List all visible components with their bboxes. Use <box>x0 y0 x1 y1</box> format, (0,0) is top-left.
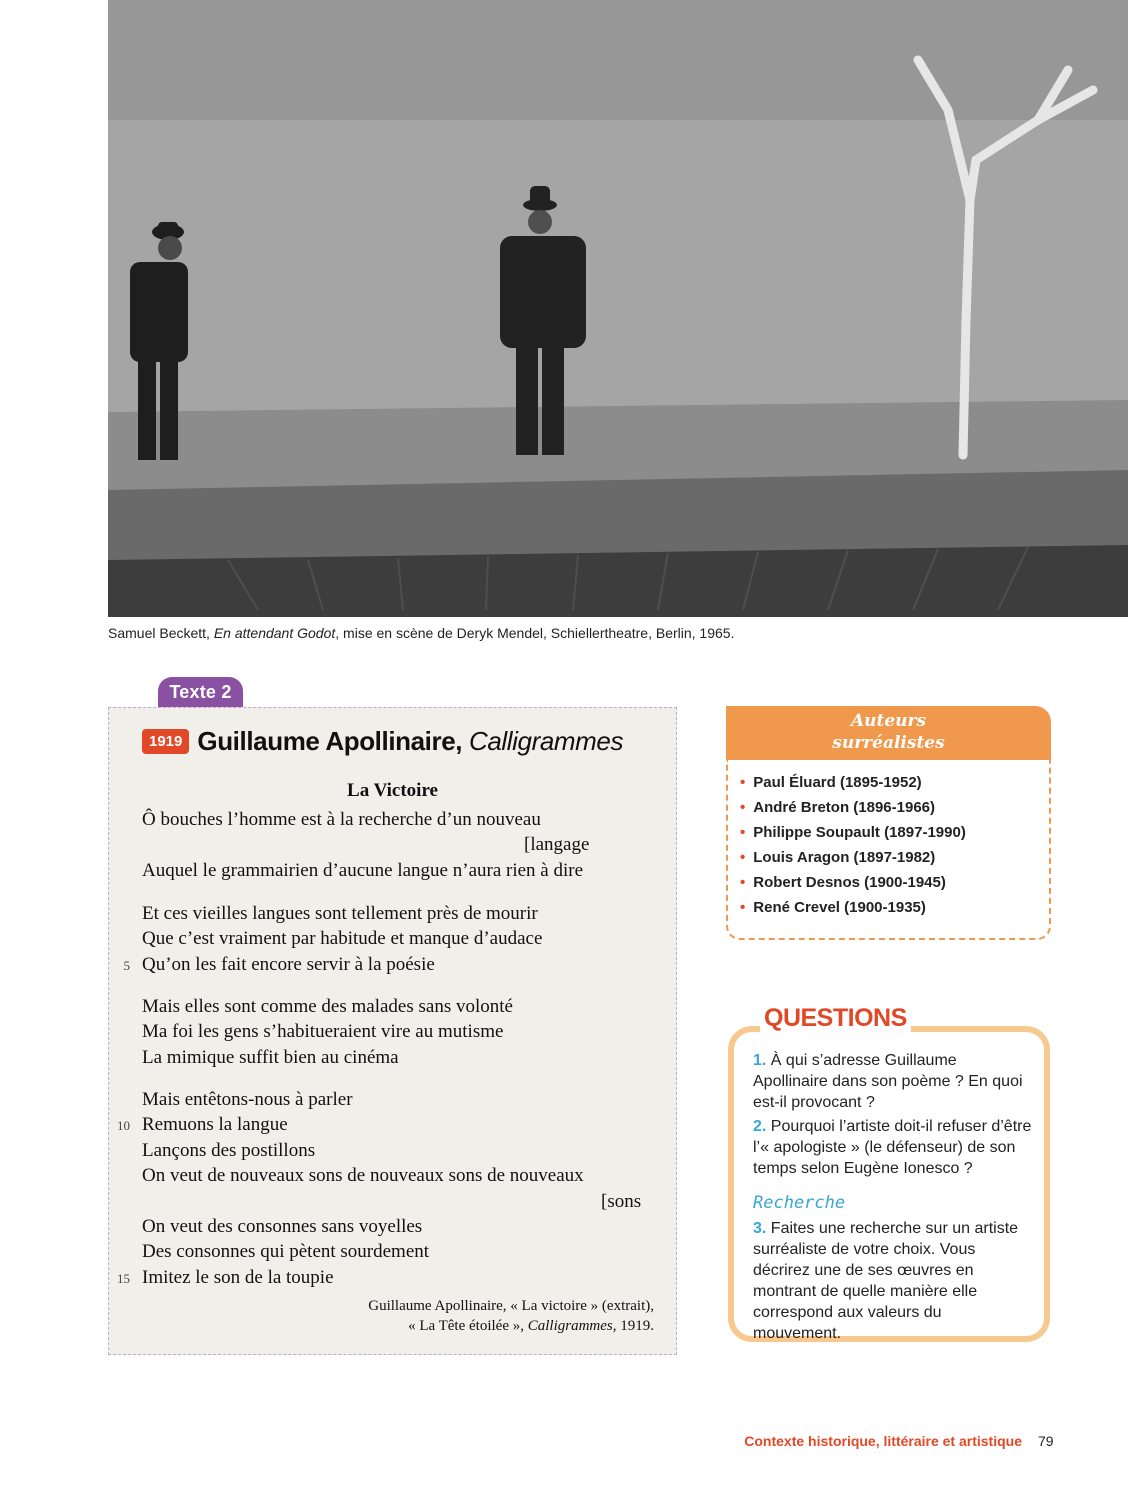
poem-line: Qu’on les fait encore servir à la poésie <box>142 954 435 975</box>
author-name: Guillaume Apollinaire, <box>197 726 463 756</box>
poem-line: Ô bouches l’homme est à la recherche d’un nouveau <box>142 809 541 830</box>
bullet-icon: • <box>740 899 746 916</box>
poem-line: Que c’est vraiment par habitude et manque d’audace <box>142 928 543 949</box>
poem-line-continuation: [langage <box>524 834 590 855</box>
question-3: 3. Faites une recherche sur un artiste surréaliste de votre choix. Vous décrirez une de ses œuvres en montrant de quelle manière elle correspond aux valeurs du mouvement. <box>753 1220 1019 1342</box>
bullet-icon: • <box>740 824 746 841</box>
poem-line: On veut des consonnes sans voyelles <box>142 1216 423 1237</box>
question-1: 1. À qui s’adresse Guillaume Apollinaire dans son poème ? En quoi est-il provocant ? <box>753 1052 1023 1111</box>
poem-line: Mais elles sont comme des malades sans volonté <box>142 996 513 1017</box>
bullet-icon: • <box>740 799 746 816</box>
stage-photo <box>108 0 1128 617</box>
poem-line: Ma foi les gens s’habitueraient vire au mutisme <box>142 1021 504 1042</box>
bullet-icon: • <box>740 874 746 891</box>
surrealist-item: • André Breton (1896-1966) <box>740 799 935 816</box>
line-number: 10 <box>117 1118 130 1133</box>
question-2: 2. Pourquoi l’artiste doit-il refuser d’être l’« apologiste » (le défenseur) de son temps selon Eugène Ionesco ? <box>753 1118 1032 1177</box>
poem-heading <box>142 726 623 757</box>
footer-section-title: Contexte historique, littéraire et artistique <box>744 1433 1022 1449</box>
poem-line: Lançons des postillons <box>142 1140 316 1161</box>
poem-line: Mais entêtons-nous à parler <box>142 1089 353 1110</box>
surrealists-header: Auteurs surréalistes <box>726 706 1051 760</box>
photo-caption: Samuel Beckett, En attendant Godot, mise en scène de Deryk Mendel, Schiellertheatre, Berlin, 1965. <box>108 625 735 641</box>
page-number: 79 <box>1038 1433 1054 1449</box>
poem-line: La mimique suffit bien au cinéma <box>142 1047 399 1068</box>
year-badge: 1919 <box>142 729 189 754</box>
poem-line-continuation: [sons <box>601 1191 642 1212</box>
poem-line: Des consonnes qui pètent sourdement <box>142 1241 430 1262</box>
line-number: 15 <box>117 1271 130 1286</box>
poem-line: Remuons la langue <box>142 1114 288 1135</box>
line-number: 5 <box>123 958 130 973</box>
poem-line: Imitez le son de la toupie <box>142 1267 334 1288</box>
source-line-1: Guillaume Apollinaire, « La victoire » (extrait), <box>368 1298 654 1314</box>
research-label: Recherche <box>753 1193 846 1213</box>
surrealist-item: • Louis Aragon (1897-1982) <box>740 849 936 866</box>
stage-photo-illustration <box>108 0 1128 617</box>
poem-line: Auquel le grammairien d’aucune langue n’aura rien à dire <box>142 860 584 881</box>
surrealist-item: • Robert Desnos (1900-1945) <box>740 874 946 891</box>
source-line-2: « La Tête étoilée », Calligrammes, 1919. <box>408 1318 654 1334</box>
bullet-icon: • <box>740 849 746 866</box>
questions-title: QUESTIONS <box>760 1004 911 1033</box>
surrealist-item: • Paul Éluard (1895-1952) <box>740 774 922 791</box>
bullet-icon: • <box>740 774 746 791</box>
poem-line: On veut de nouveaux sons de nouveaux sons de nouveaux <box>142 1165 584 1186</box>
poem-title: La Victoire <box>347 780 438 801</box>
text-tab-label: Texte 2 <box>158 677 243 708</box>
work-title: Calligrammes <box>468 726 624 756</box>
surrealist-item: • René Crevel (1900-1935) <box>740 899 926 916</box>
surrealist-item: • Philippe Soupault (1897-1990) <box>740 824 966 841</box>
poem-line: Et ces vieilles langues sont tellement près de mourir <box>142 903 538 924</box>
